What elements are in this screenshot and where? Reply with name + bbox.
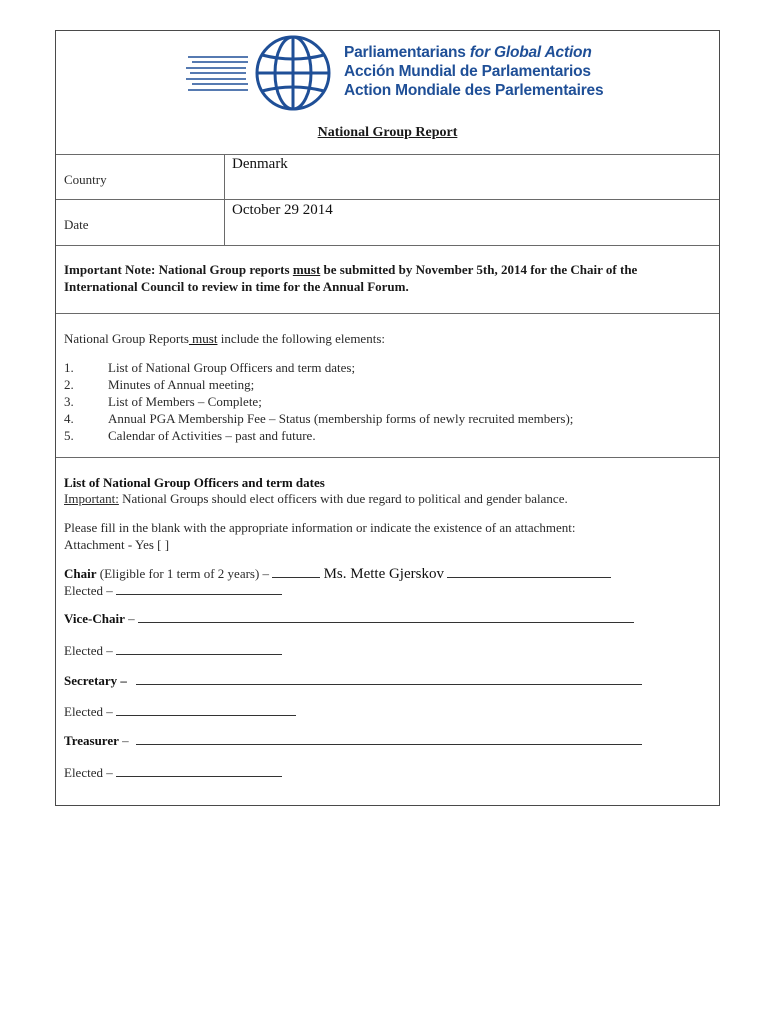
chair-elected-row: Elected – <box>64 582 282 599</box>
list-item: 4. <box>64 411 74 426</box>
list-item-text: Minutes of Annual meeting; <box>108 377 255 392</box>
list-item-text: Annual PGA Membership Fee – Status (membership forms of newly recruited members); <box>108 411 574 426</box>
chair-row: Chair (Eligible for 1 term of 2 years) – Ms. Mette Gjerskov <box>64 565 611 583</box>
fill-instruction: Please fill in the blank with the appropriate information or indicate the existence of an attachment: <box>64 520 576 535</box>
country-field[interactable]: Denmark <box>232 156 288 172</box>
vice-chair-elected-field[interactable] <box>116 643 282 655</box>
country-label: Country <box>64 172 107 187</box>
vice-chair-field[interactable] <box>138 611 634 623</box>
report-form <box>55 30 720 806</box>
page-title: National Group Report <box>317 125 458 140</box>
list-item-text: List of National Group Officers and term dates; <box>108 360 356 375</box>
globe-icon <box>186 33 346 113</box>
secretary-elected-row: Elected – <box>64 703 296 720</box>
pga-logo <box>186 33 606 113</box>
important-note: Important Note: National Group reports must be submitted by November 5th, 2014 for the Chair of the International Council to review in time for the Annual Forum. <box>64 262 638 294</box>
logo-line-english: Parliamentarians for Global Action <box>344 44 592 61</box>
date-label: Date <box>64 217 89 232</box>
list-item-text: Calendar of Activities – past and future. <box>108 428 316 443</box>
chair-elected-field[interactable] <box>116 583 282 595</box>
secretary-elected-field[interactable] <box>116 704 296 716</box>
list-item-text: List of Members – Complete; <box>108 394 262 409</box>
officers-heading: List of National Group Officers and term dates <box>64 475 325 490</box>
treasurer-elected-row: Elected – <box>64 764 282 781</box>
vice-chair-elected-row: Elected – <box>64 642 282 659</box>
list-item: 5. <box>64 428 74 443</box>
list-item: 1. <box>64 360 74 375</box>
secretary-field[interactable] <box>136 673 642 685</box>
treasurer-field[interactable] <box>136 733 642 745</box>
vice-chair-row: Vice-Chair – <box>64 610 634 627</box>
requirements-intro: National Group Reports must include the following elements: <box>64 331 385 346</box>
treasurer-row: Treasurer – <box>64 732 642 749</box>
chair-name-field[interactable]: Ms. Mette Gjerskov <box>323 566 444 582</box>
list-item: 3. <box>64 394 74 409</box>
attachment-checkbox[interactable]: Attachment - Yes [ ] <box>64 537 170 552</box>
secretary-row: Secretary – <box>64 672 642 689</box>
date-field[interactable]: October 29 2014 <box>232 202 333 218</box>
logo-line-french: Action Mondiale des Parlementaires <box>344 82 604 99</box>
list-item: 2. <box>64 377 74 392</box>
officers-important: Important: National Groups should elect officers with due regard to political and gender balance. <box>64 491 568 506</box>
treasurer-elected-field[interactable] <box>116 765 282 777</box>
logo-line-spanish: Acción Mundial de Parlamentarios <box>344 63 591 80</box>
